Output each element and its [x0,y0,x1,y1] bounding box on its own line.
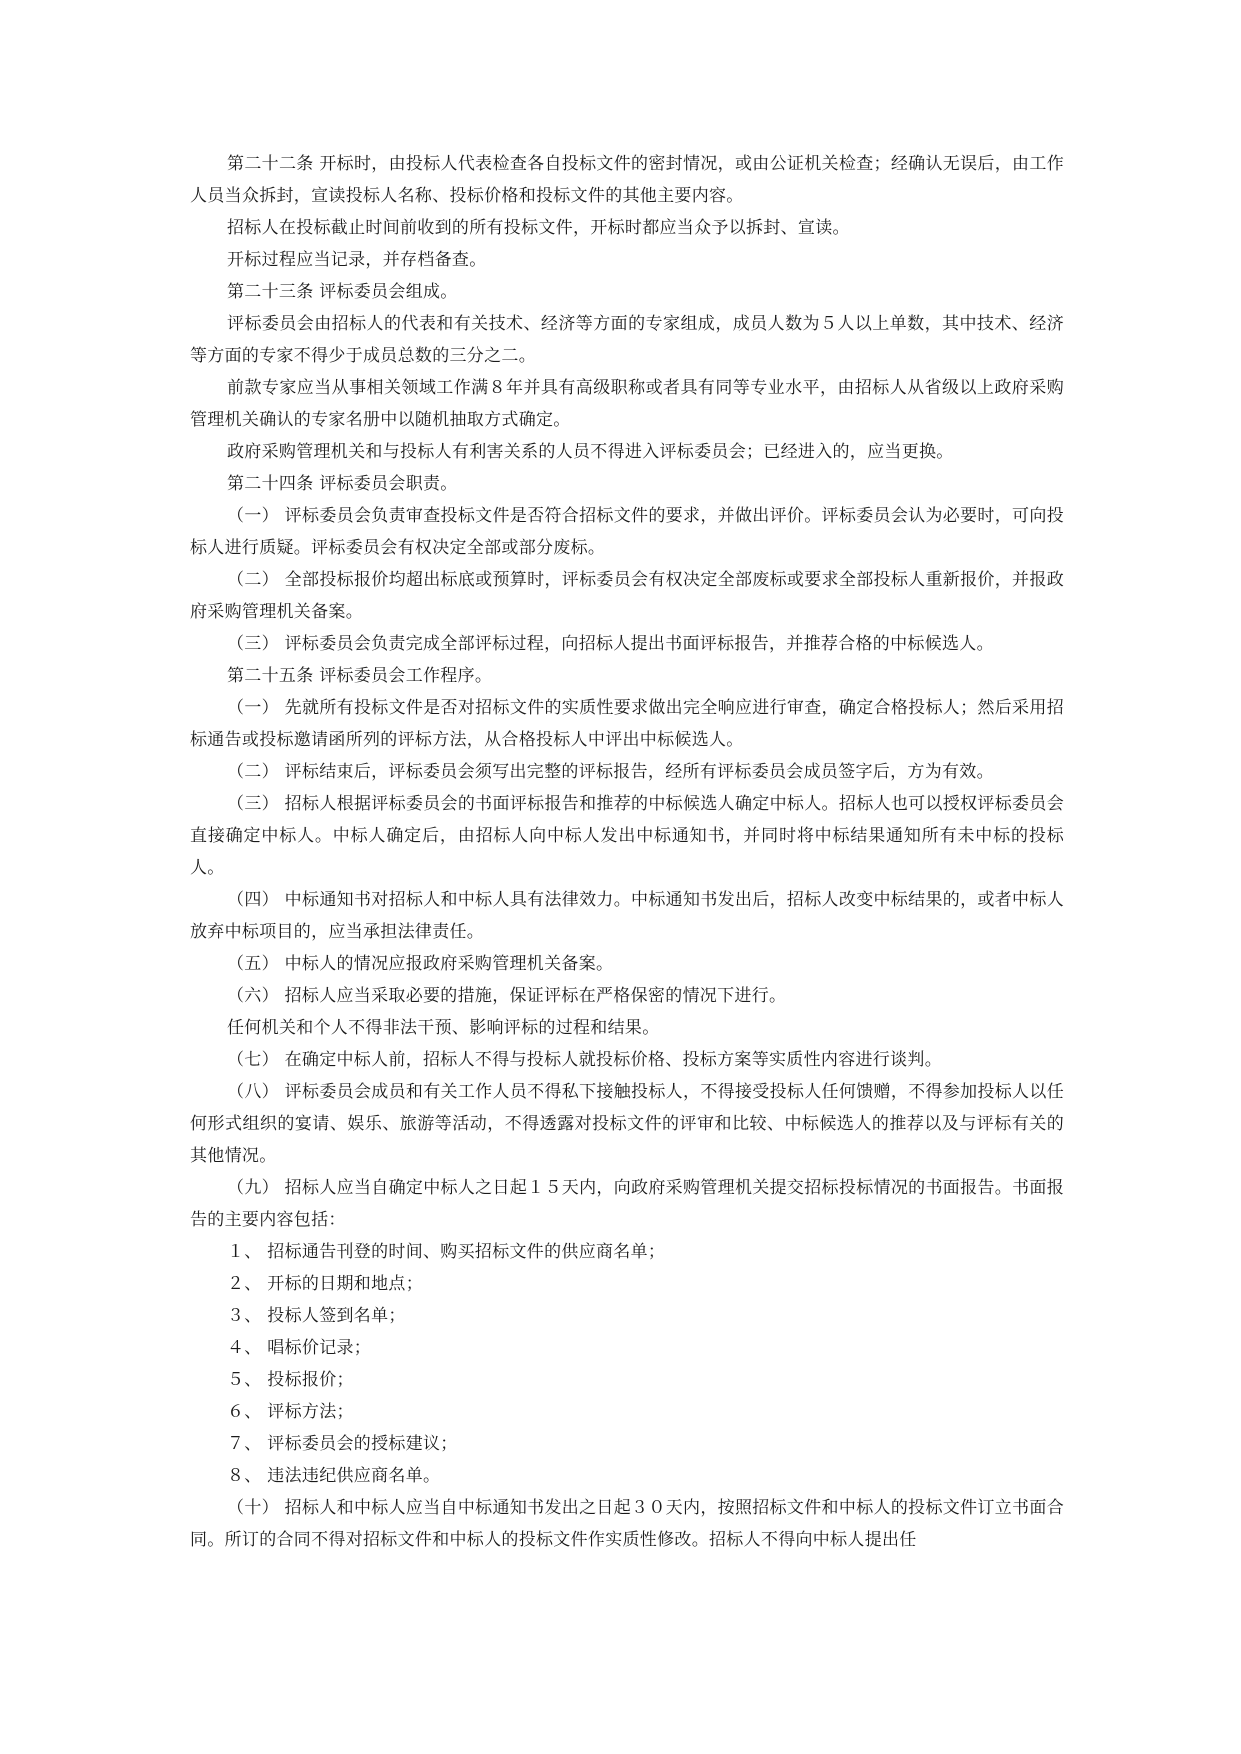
document-page [190,148,1064,1556]
paragraph: 政府采购管理机关和与投标人有利害关系的人员不得进入评标委员会；已经进入的，应当更换。 [227,442,954,462]
paragraph: （二） 评标结束后，评标委员会须写出完整的评标报告，经所有评标委员会成员签字后，方为有效。 [227,762,994,782]
paragraph: （八） 评标委员会成员和有关工作人员不得私下接触投标人，不得接受投标人任何馈赠，不得参加投标人以任何形式组织的宴请、娱乐、旅游等活动，不得透露对投标文件的评审和比较、中标候选人的推荐以及与评标有关的其他情况。 [190,1082,1064,1166]
paragraph: （三） 评标委员会负责完成全部评标过程，向招标人提出书面评标报告，并推荐合格的中标候选人。 [227,634,994,654]
list-item: ３、 投标人签到名单； [227,1306,406,1326]
paragraph: 第二十三条 评标委员会组成。 [227,282,458,302]
paragraph: （四） 中标通知书对招标人和中标人具有法律效力。中标通知书发出后，招标人改变中标结果的，或者中标人放弃中标项目的，应当承担法律责任。 [190,890,1064,942]
list-item: ７、 评标委员会的授标建议； [227,1434,458,1454]
paragraph: 招标人在投标截止时间前收到的所有投标文件，开标时都应当众予以拆封、宣读。 [227,218,850,238]
paragraph: （七） 在确定中标人前，招标人不得与投标人就投标价格、投标方案等实质性内容进行谈判。 [227,1050,943,1070]
list-item: ２、 开标的日期和地点； [227,1274,424,1294]
paragraph: 开标过程应当记录，并存档备查。 [227,250,487,270]
paragraph: 任何机关和个人不得非法干预、影响评标的过程和结果。 [227,1018,660,1038]
paragraph: （一） 评标委员会负责审查投标文件是否符合招标文件的要求，并做出评价。评标委员会认为必要时，可向投标人进行质疑。评标委员会有权决定全部或部分废标。 [190,506,1064,558]
paragraph: 第二十五条 评标委员会工作程序。 [227,666,493,686]
paragraph: （五） 中标人的情况应报政府采购管理机关备案。 [227,954,614,974]
list-item: １、 招标通告刊登的时间、购买招标文件的供应商名单； [227,1242,666,1262]
paragraph: （二） 全部投标报价均超出标底或预算时，评标委员会有权决定全部废标或要求全部投标人重新报价，并报政府采购管理机关备案。 [190,570,1064,622]
list-item: ６、 评标方法； [227,1402,354,1422]
list-item: ４、 唱标价记录； [227,1338,372,1358]
paragraph: 前款专家应当从事相关领域工作满８年并具有高级职称或者具有同等专业水平，由招标人从省级以上政府采购管理机关确认的专家名册中以随机抽取方式确定。 [190,378,1064,430]
paragraph: （三） 招标人根据评标委员会的书面评标报告和推荐的中标候选人确定中标人。招标人也可以授权评标委员会直接确定中标人。中标人确定后，由招标人向中标人发出中标通知书，并同时将中标结果通知所有未中标的投标人。 [190,794,1064,878]
paragraph: 第二十二条 开标时，由投标人代表检查各自投标文件的密封情况，或由公证机关检查；经确认无误后，由工作人员当众拆封，宣读投标人名称、投标价格和投标文件的其他主要内容。 [190,154,1064,206]
paragraph: 评标委员会由招标人的代表和有关技术、经济等方面的专家组成，成员人数为５人以上单数，其中技术、经济等方面的专家不得少于成员总数的三分之二。 [190,314,1064,366]
paragraph: 第二十四条 评标委员会职责。 [227,474,458,494]
paragraph: （九） 招标人应当自确定中标人之日起１５天内，向政府采购管理机关提交招标投标情况的书面报告。书面报告的主要内容包括： [190,1178,1064,1230]
paragraph: （一） 先就所有投标文件是否对招标文件的实质性要求做出完全响应进行审查，确定合格投标人；然后采用招标通告或投标邀请函所列的评标方法，从合格投标人中评出中标候选人。 [190,698,1064,750]
list-item: ８、 违法违纪供应商名单。 [227,1466,441,1486]
paragraph: （六） 招标人应当采取必要的措施，保证评标在严格保密的情况下进行。 [227,986,787,1006]
paragraph: （十） 招标人和中标人应当自中标通知书发出之日起３０天内，按照招标文件和中标人的投标文件订立书面合同。所订的合同不得对招标文件和中标人的投标文件作实质性修改。招标人不得向中标人提出任 [190,1498,1064,1550]
list-item: ５、 投标报价； [227,1370,354,1390]
